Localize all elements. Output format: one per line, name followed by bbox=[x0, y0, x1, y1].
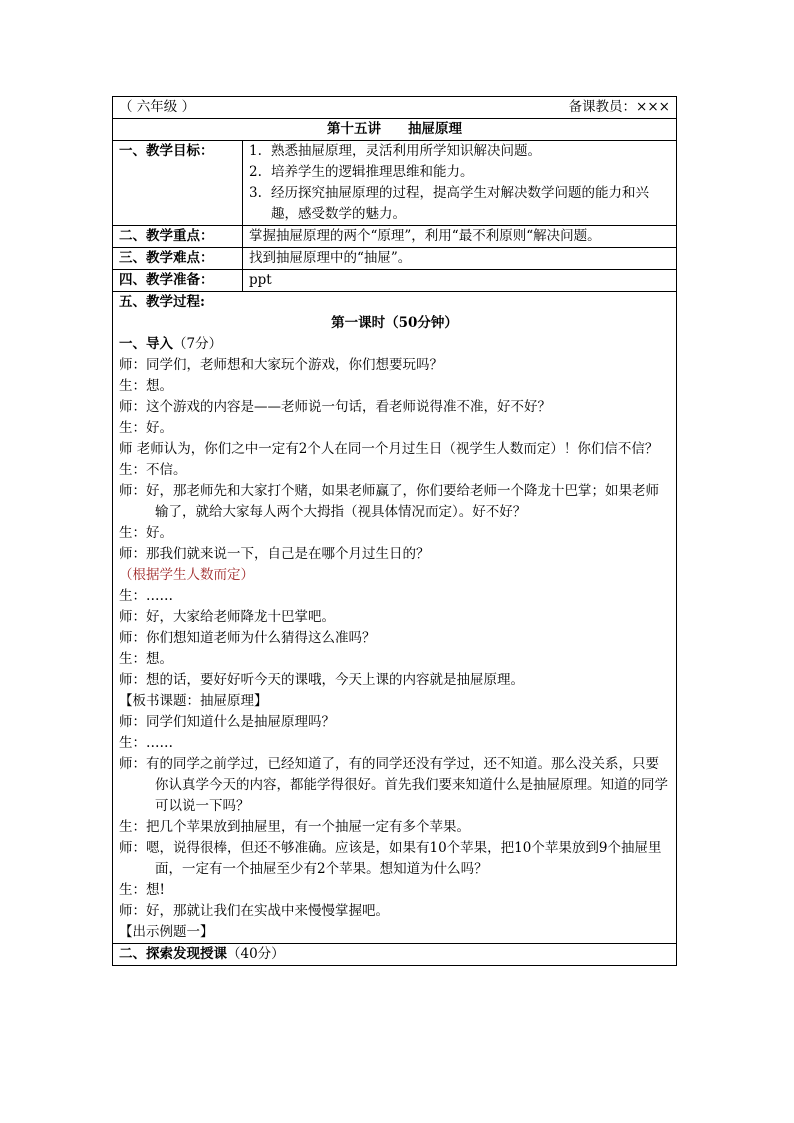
process-label: 五、教学过程: bbox=[119, 294, 205, 310]
dialogue-line: 【出示例题一】 bbox=[119, 924, 214, 940]
dialogue-line: 师：那我们就来说一下，自己是在哪个月过生日的？ bbox=[119, 546, 430, 562]
dialogue-line: 师：同学们，老师想和大家玩个游戏，你们想要玩吗？ bbox=[119, 357, 443, 373]
dialogue-line: 师 老师认为，你们之中一定有2个人在同一个月过生日（视学生人数而定）！你们信不信？ bbox=[119, 441, 659, 457]
objective-item: 1. 熟悉抽屉原理，灵活利用所学知识解决问题。 bbox=[249, 143, 541, 159]
dialogue-line: 生：好。 bbox=[119, 420, 173, 436]
dialogue-line: 师：好，那老师先和大家打个赌，如果老师赢了，你们要给老师一个降龙十巴掌；如果老师输了，就给大家每人两个大拇指（视具体情况而定）。好不好？ bbox=[119, 483, 659, 520]
title-row bbox=[113, 119, 677, 141]
dialogue-line: 生：…… bbox=[119, 588, 173, 604]
objective-item: 2. 培养学生的逻辑推理思维和能力。 bbox=[249, 164, 474, 180]
key-points-label: 二、教学重点： bbox=[113, 226, 243, 248]
lesson-title: 第十五讲 抽屉原理 bbox=[113, 119, 677, 141]
dialogue-line: 生：想。 bbox=[119, 378, 173, 394]
objectives-content bbox=[243, 141, 677, 226]
dialogue-line: 生：把几个苹果放到抽屉里，有一个抽屉一定有多个苹果。 bbox=[119, 819, 470, 835]
process-content bbox=[113, 292, 677, 944]
dialogue-line: 师：同学们知道什么是抽屉原理吗？ bbox=[119, 714, 335, 730]
dialogue-list bbox=[119, 355, 670, 943]
session-title: 第一课时（50分钟） bbox=[331, 315, 458, 331]
dialogue-line: 生：不信。 bbox=[119, 462, 187, 478]
objectives-label: 一、教学目标： bbox=[113, 141, 243, 226]
grade-label: （ 六年级 ） bbox=[119, 99, 196, 115]
dialogue-line: 师：有的同学之前学过，已经知道了，有的同学还没有学过，还不知道。那么没关系，只要你认真学今天的内容，都能学得很好。首先我们要来知道什么是抽屉原理。知道的同学可以说一下吗？ bbox=[119, 756, 668, 814]
dialogue-line: 生：想。 bbox=[119, 651, 173, 667]
section-heading: 二、探索发现授课（40分） bbox=[113, 944, 677, 966]
dialogue-line: 生：想! bbox=[119, 882, 165, 898]
lesson-plan-page bbox=[112, 96, 676, 966]
difficulties-text: 找到抽屉原理中的“抽屉”。 bbox=[243, 248, 677, 270]
dialogue-line: 师：想的话，要好好听今天的课哦，今天上课的内容就是抽屉原理。 bbox=[119, 672, 524, 688]
preparation-label: 四、教学准备： bbox=[113, 270, 243, 292]
section2-row bbox=[113, 944, 677, 966]
process-row bbox=[113, 292, 677, 944]
objectives-row bbox=[113, 141, 677, 226]
dialogue-line: 师：好，那就让我们在实战中来慢慢掌握吧。 bbox=[119, 903, 389, 919]
dialogue-line: 师：你们想知道老师为什么猜得这么准吗？ bbox=[119, 630, 376, 646]
lesson-plan-table bbox=[112, 96, 677, 966]
key-points-row bbox=[113, 226, 677, 248]
dialogue-line: 生：好。 bbox=[119, 525, 173, 541]
difficulties-label: 三、教学难点： bbox=[113, 248, 243, 270]
dialogue-line: 师：好，大家给老师降龙十巴掌吧。 bbox=[119, 609, 335, 625]
dialogue-line: 生：…… bbox=[119, 735, 173, 751]
dialogue-line: 师：这个游戏的内容是——老师说一句话，看老师说得准不准，好不好？ bbox=[119, 399, 551, 415]
dialogue-line: 师：嗯，说得很棒，但还不够准确。应该是，如果有10个苹果，把10个苹果放到9个抽屉里面，一定有一个抽屉至少有2个苹果。想知道为什么吗？ bbox=[119, 840, 662, 877]
header-row bbox=[113, 97, 677, 119]
section-heading: 一、导入（7分） bbox=[119, 336, 223, 352]
key-points-text: 掌握抽屉原理的两个“原理”，利用“最不利原则“解决问题。 bbox=[243, 226, 677, 248]
preparation-row bbox=[113, 270, 677, 292]
difficulties-row bbox=[113, 248, 677, 270]
dialogue-line: 【板书课题：抽屉原理】 bbox=[119, 693, 268, 709]
dialogue-line: （根据学生人数而定） bbox=[119, 567, 254, 583]
preparation-text: ppt bbox=[243, 270, 677, 292]
teacher-label: 备课教员：××× bbox=[568, 99, 670, 115]
objective-item: 3. 经历探究抽屉原理的过程，提高学生对解决数学问题的能力和兴趣，感受数学的魅力。 bbox=[249, 185, 649, 222]
